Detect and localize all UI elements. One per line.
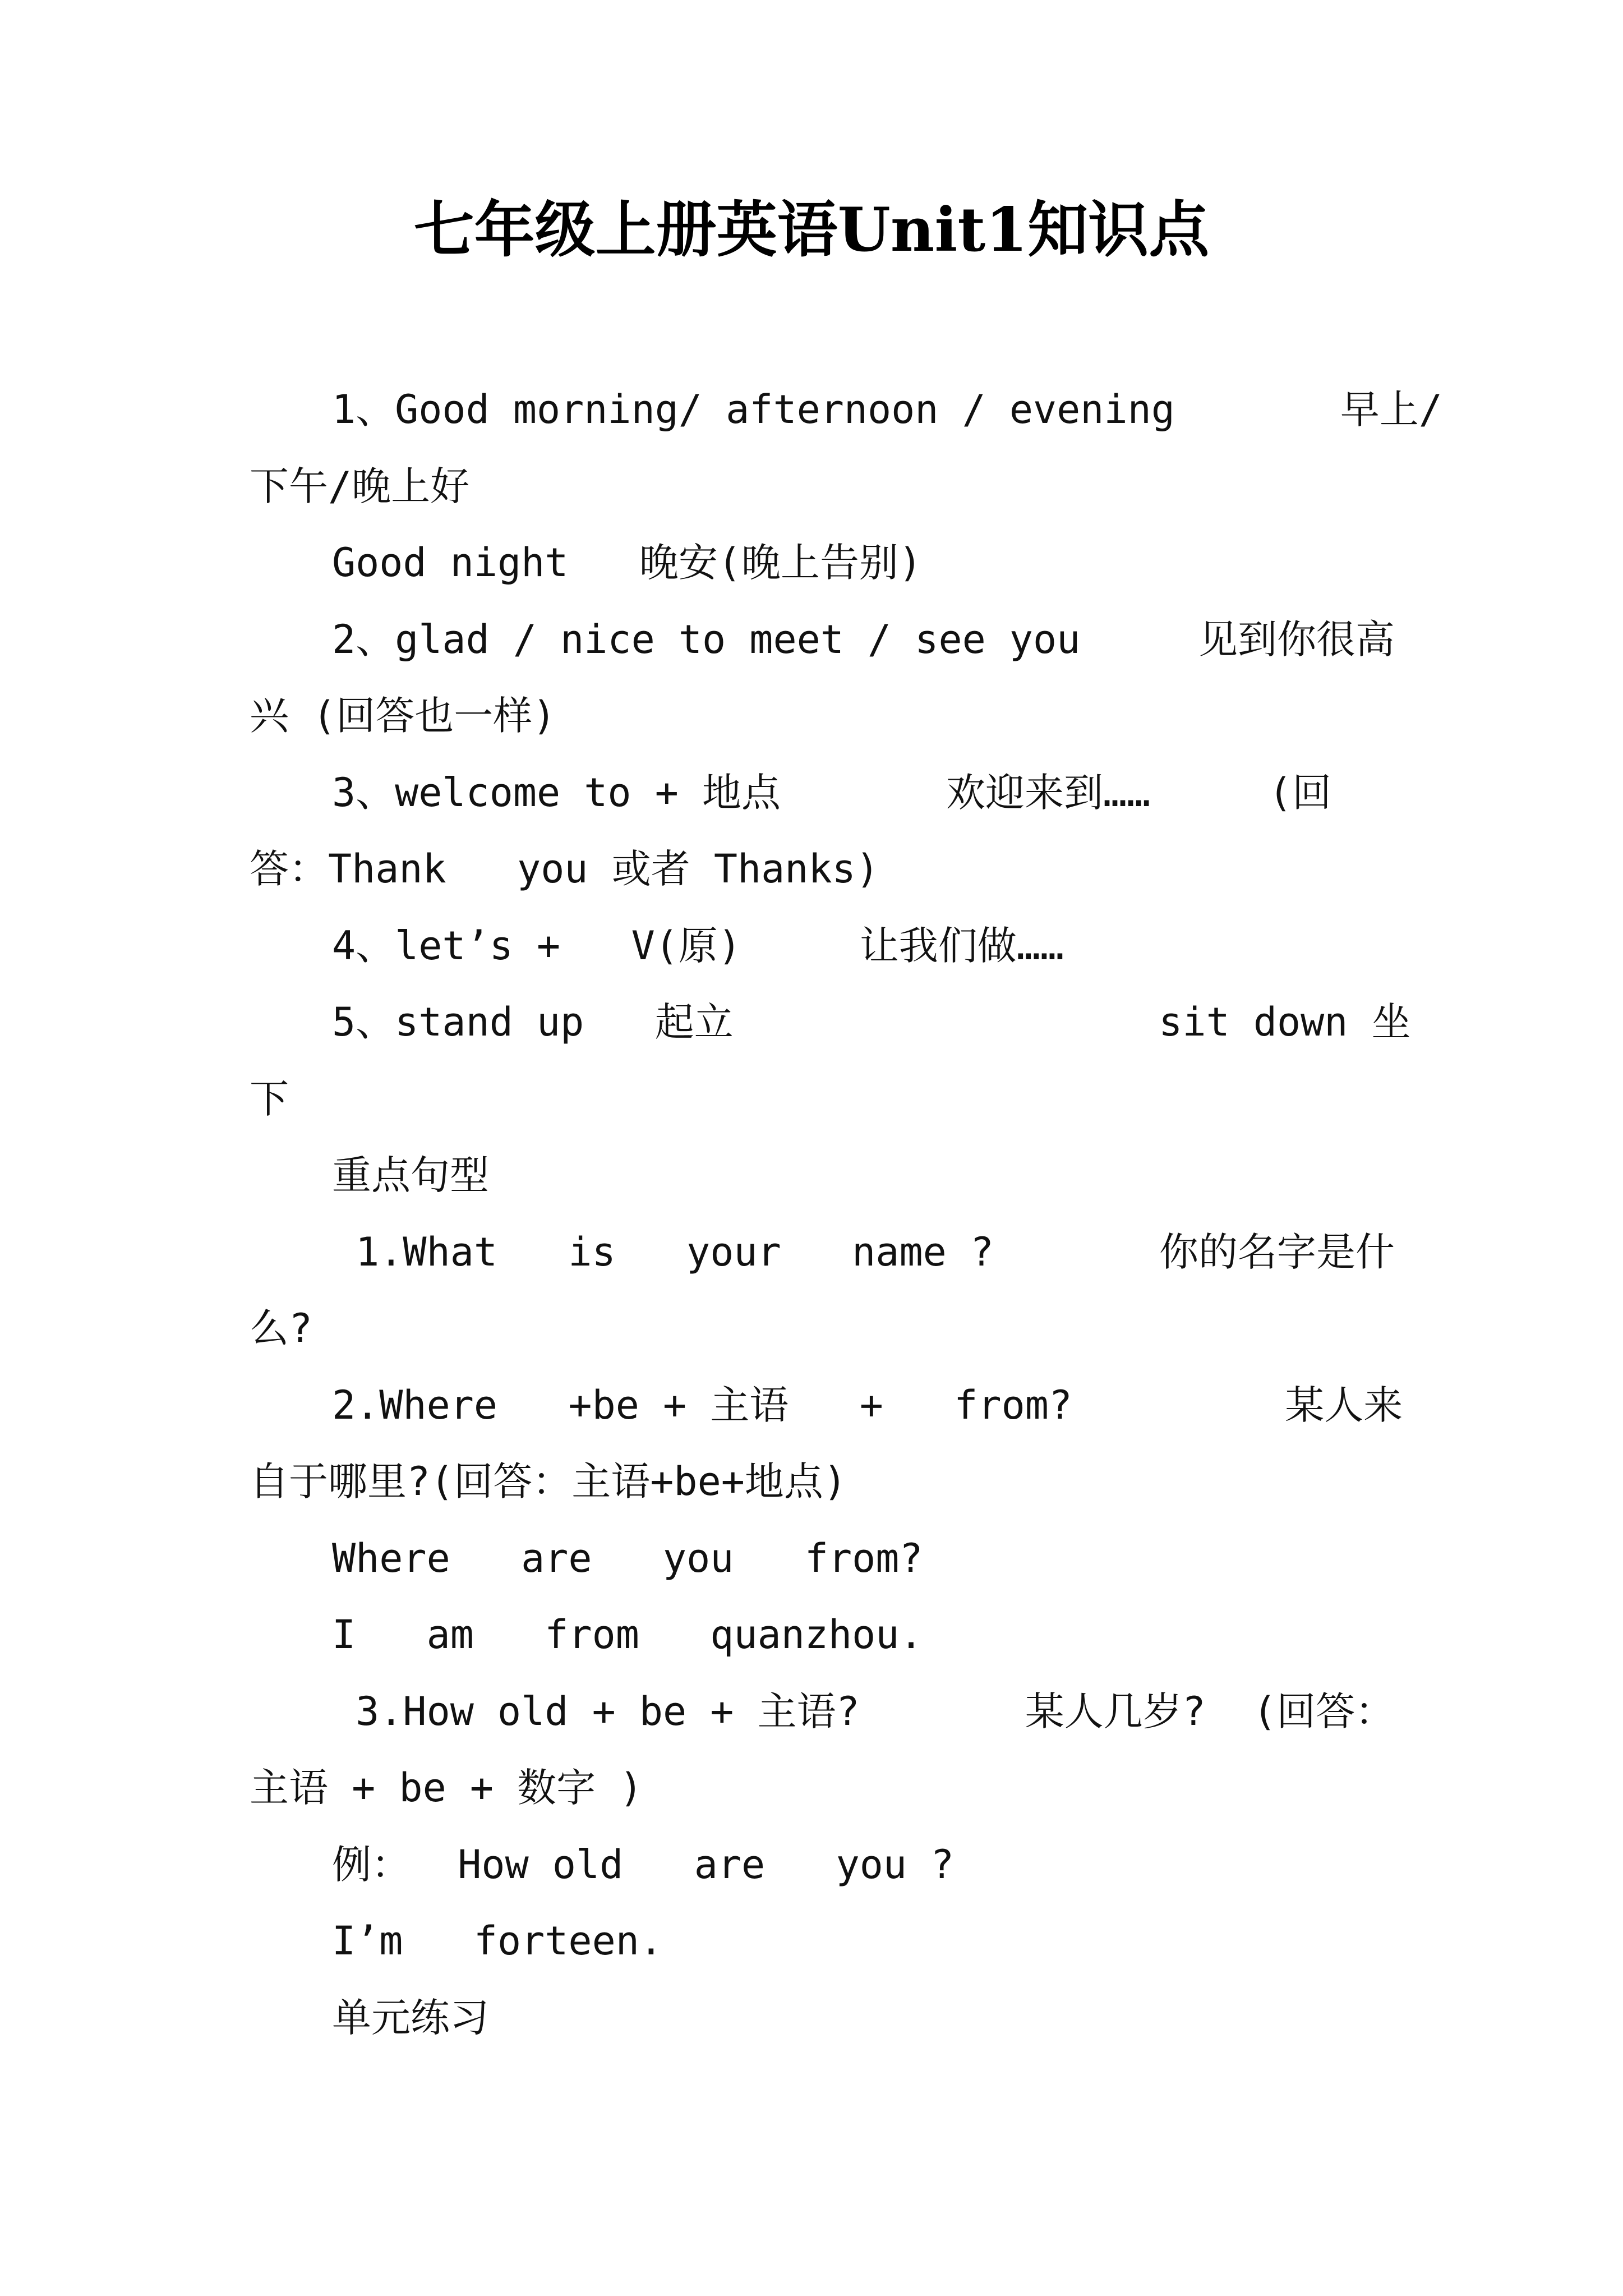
- text-line-example-from: I am from quanzhou.: [332, 1612, 923, 1658]
- text-line-example-age: I’m forteen.: [332, 1918, 663, 1964]
- text-line-nice-to-meet: 2、glad / nice to meet / see you 见到你很高: [332, 616, 1395, 662]
- text-line-stand-up: 5、stand up 起立 sit down 坐: [332, 999, 1411, 1045]
- text-line-good-night: Good night 晚安(晚上告别): [332, 540, 923, 586]
- text-line-example-how-old: 例： How old are you ?: [332, 1842, 955, 1888]
- text-line-welcome: 3、welcome to + 地点 欢迎来到…… (回: [332, 770, 1332, 816]
- text-line-where-from-cont: 自于哪里?(回答：主语+be+地点): [250, 1458, 847, 1504]
- text-line-stand-up-cont: 下: [250, 1076, 289, 1122]
- text-line-greetings: 1、Good morning/ afternoon / evening 早上/: [332, 386, 1443, 432]
- section-heading-key-sentences: 重点句型: [332, 1152, 489, 1198]
- text-line-what-name-cont: 么?: [250, 1305, 313, 1351]
- text-line-lets: 4、let’s + V(原) 让我们做……: [332, 923, 1064, 969]
- text-line-how-old: 3.How old + be + 主语? 某人几岁? (回答：: [332, 1688, 1395, 1734]
- text-line-what-name: 1.What is your name ? 你的名字是什: [332, 1229, 1395, 1275]
- text-line-welcome-cont: 答：Thank you 或者 Thanks): [250, 846, 879, 892]
- text-line-example-where: Where are you from?: [332, 1535, 923, 1581]
- text-line-where-from: 2.Where +be + 主语 + from? 某人来: [332, 1382, 1403, 1428]
- text-line-greetings-cont: 下午/晚上好: [250, 463, 470, 509]
- document-title: 七年级上册英语Unit1知识点: [413, 195, 1210, 265]
- text-line-nice-to-meet-cont: 兴 (回答也一样): [250, 693, 556, 739]
- section-heading-unit-practice: 单元练习: [332, 1995, 489, 2041]
- text-line-how-old-cont: 主语 + be + 数字 ): [250, 1765, 643, 1811]
